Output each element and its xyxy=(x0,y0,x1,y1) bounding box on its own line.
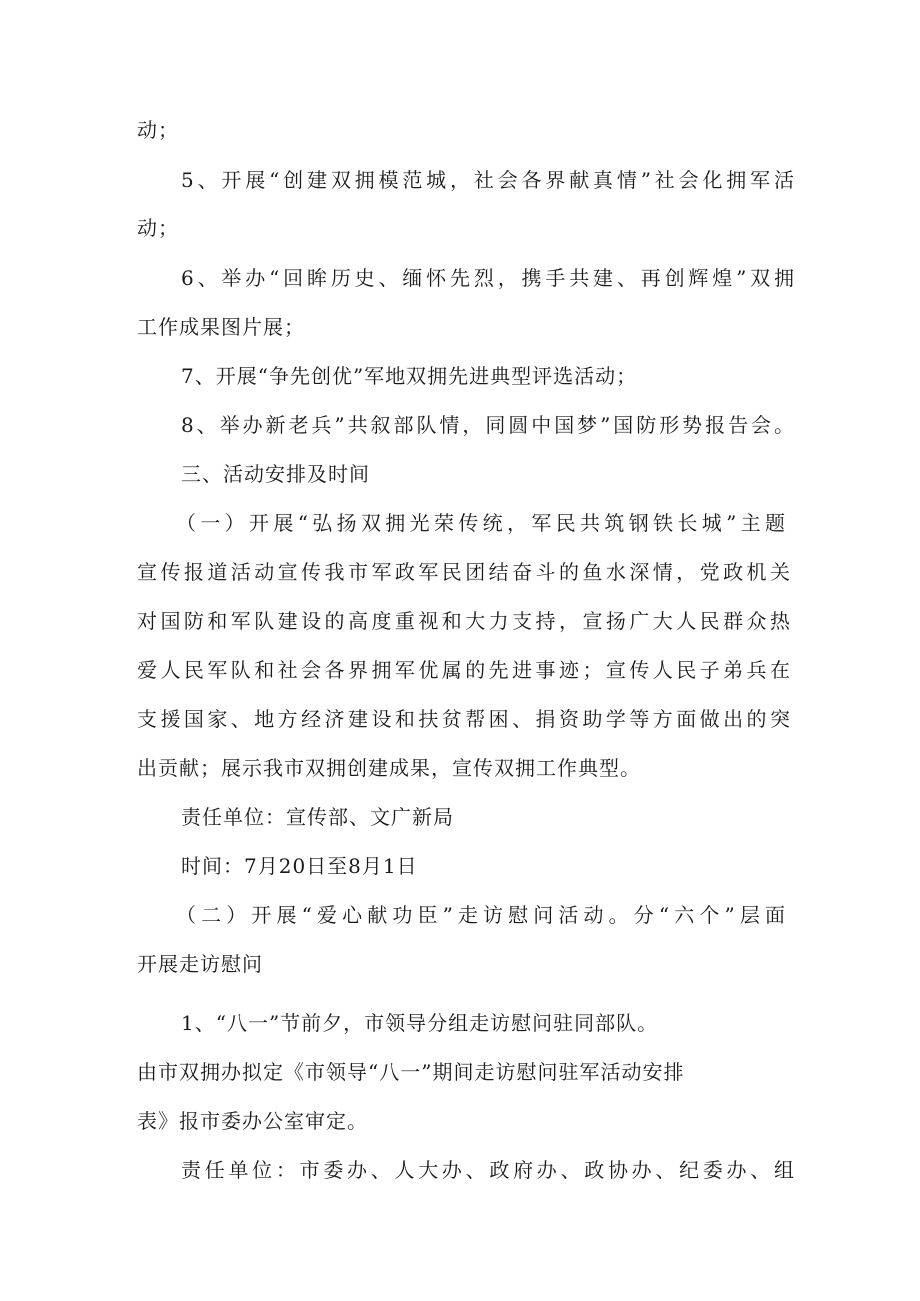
section-heading: 三、活动安排及时间 xyxy=(181,462,370,486)
text-line: 表》报市委办公室审定。 xyxy=(137,1109,368,1133)
text-line: 由市双拥办拟定《市领导“八一”期间走访慰问驻军活动安排 xyxy=(137,1060,685,1084)
text-line: 责任单位：市委办、人大办、政府办、政协办、纪委办、组 xyxy=(181,1158,795,1182)
text-line: 动； xyxy=(137,118,179,142)
text-line: 开展走访慰问 xyxy=(137,952,263,976)
text-line: 1、“八一”节前夕，市领导分组走访慰问驻同部队。 xyxy=(181,1011,659,1035)
text-line: 时间：7月20日至8月1日 xyxy=(181,854,418,878)
text-line: 宣传报道活动宣传我市军政军民团结奋斗的鱼水深情，党政机关 xyxy=(137,560,791,584)
text-line: （一）开展“弘扬双拥光荣传统，军民共筑钢铁长城”主题 xyxy=(176,511,786,535)
text-line: 6、举办“回眸历史、缅怀先烈，携手共建、再创辉煌”双拥 xyxy=(181,266,795,290)
text-line: 支援国家、地方经济建设和扶贫帮困、捐资助学等方面做出的突 xyxy=(137,707,791,731)
text-line: 7、开展“争先创优”军地双拥先进典型评选活动； xyxy=(181,364,638,388)
text-line: 出贡献；展示我市双拥创建成果，宣传双拥工作典型。 xyxy=(137,756,641,780)
text-line: 责任单位：宣传部、文广新局 xyxy=(181,805,454,829)
text-line: 5、开展“创建双拥模范城，社会各界献真情”社会化拥军活 xyxy=(181,168,795,192)
text-line: 动； xyxy=(137,216,179,240)
text-line: 对国防和军队建设的高度重视和大力支持，宣扬广大人民群众热 xyxy=(137,609,791,633)
text-line: 爱人民军队和社会各界拥军优属的先进事迹；宣传人民子弟兵在 xyxy=(137,658,791,682)
text-line: 8、举办新老兵”共叙部队情，同圆中国梦”国防形势报告会。 xyxy=(181,413,795,437)
text-line: （二）开展“爱心献功臣”走访慰问活动。分“六个”层面 xyxy=(176,903,786,927)
text-line: 工作成果图片展； xyxy=(137,315,305,339)
